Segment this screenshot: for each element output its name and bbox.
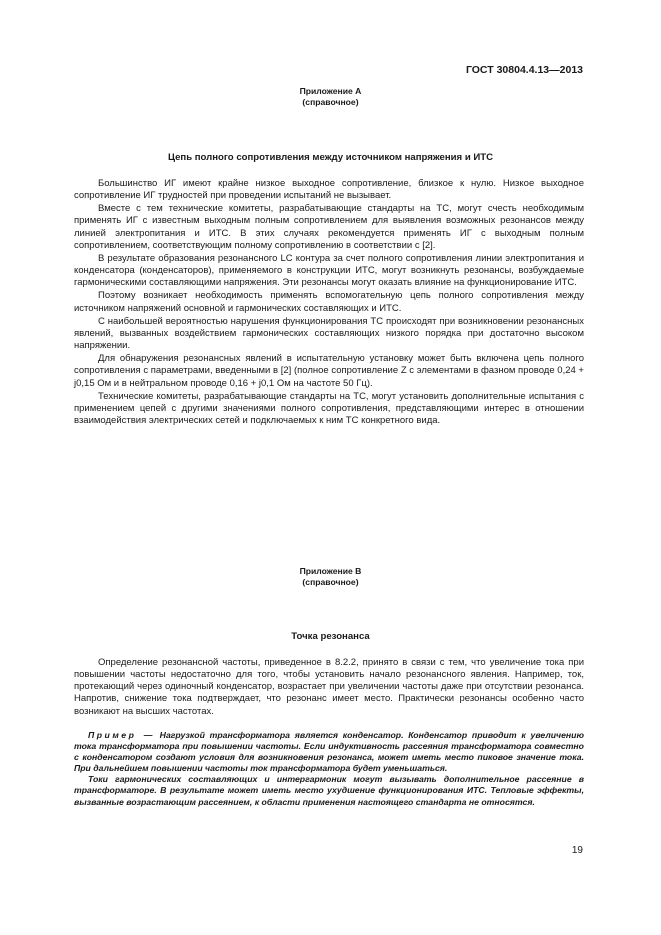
appendix-a-heading: Цепь полного сопротивления между источником напряжения и ИТС — [167, 152, 494, 163]
appendix-b-body — [74, 657, 584, 718]
appendix-b-title: Приложение В — [299, 566, 362, 576]
paragraph: Большинство ИГ имеют крайне низкое выходное сопротивление, близкое к нулю. Низкое выходное сопротивление ИГ трудностей при проведении испытаний не вызывает. — [74, 178, 584, 202]
appendix-a-body — [74, 178, 584, 427]
paragraph: Поэтому возникает необходимость применять вспомогательную цепь полного сопротивления между источником напряжений основной и гармонических составляющих и ИТС. — [74, 290, 584, 314]
example-paragraph — [74, 730, 584, 774]
appendix-b-heading: Точка резонанса — [291, 631, 370, 642]
appendix-a-title: Приложение А — [299, 86, 362, 96]
example-label: Пример — — [88, 730, 155, 740]
page-number: 19 — [571, 845, 583, 856]
paragraph: Вместе с тем технические комитеты, разрабатывающие стандарты на ТС, могут счесть необходимым применять ИГ с известным выходным полным сопротивлением для выявления возможных резонансов между линией электропитания и ИТС. В этих случаях рекомендуется применять ИГ с выходным полным сопротивлением, соответствующим полному сопротивлению в соответствии с [2]. — [74, 203, 584, 251]
document-code: ГОСТ 30804.4.13—2013 — [465, 64, 583, 76]
appendix-a-label — [0, 86, 661, 108]
example-note — [74, 730, 584, 808]
paragraph: В результате образования резонансного LC контура за счет полного сопротивления линии электропитания и конденсатора (конденсаторов), применяемого в конструкции ИТС, могут возникнуть резонансы, возбуждаемые гармоническими составляющими напряжения. Эти резонансы могут оказать влияние на функционирование ИТС. — [74, 252, 584, 289]
note-paragraph: Токи гармонических составляющих и интергармоник могут вызывать дополнительное рассеяние в трансформаторе. В результате может иметь место ухудшение функционирования ИТС. Тепловые эффекты, вызванные возрастающим рассеянием, к области применения настоящего стандарта не относятся. — [74, 774, 584, 807]
example-text: Нагрузкой трансформатора является конденсатор. Конденсатор приводит к увеличению тока трансформатора при повышении частоты. Если индуктивность рассеяния трансформатора совместно с конденсатором создают условия для возникновения резонанса, может иметь место пиковое значение тока. При дальнейшем повышении частоты ток трансформатора будет уменьшаться. — [74, 730, 584, 774]
appendix-b-label — [0, 566, 661, 588]
paragraph: Технические комитеты, разрабатывающие стандарты на ТС, могут установить дополнительные испытания с применением цепей с другими значениями полного сопротивления, представляющими интерес в отношении взаимодействия электрических сетей и подключаемых к ним ТС конкретного вида. — [74, 390, 584, 426]
paragraph: С наибольшей вероятностью нарушения функционирования ТС происходят при возникновении резонансных явлений, вызванных воздействием гармонических составляющих низкого порядка при достаточно высоком напряжении. — [74, 315, 584, 352]
appendix-a-subtitle: (справочное) — [302, 97, 359, 107]
paragraph: Для обнаружения резонансных явлений в испытательную установку может быть включена цепь полного сопротивления с параметрами, введенными в [2] (полное сопротивление Z с элементами в фазном проводе 0,24 + j0,15 Ом и в нейтральном проводе 0,16 + j0,1 Ом на частоте 50 Гц). — [74, 353, 584, 389]
appendix-b-subtitle: (справочное) — [302, 577, 359, 587]
paragraph: Определение резонансной частоты, приведенное в 8.2.2, принято в связи с тем, что увеличение тока при повышении частоты недостаточно для того, чтобы установить начало резонансного явления. Например, ток, протекающий через одиночный конденсатор, возрастает при увеличении частоты даже при отсутствии резонанса. Напротив, снижение тока подтверждает, что резонанс имеет место. Практически резонансы особенно часто возникают на высших частотах. — [74, 657, 584, 717]
